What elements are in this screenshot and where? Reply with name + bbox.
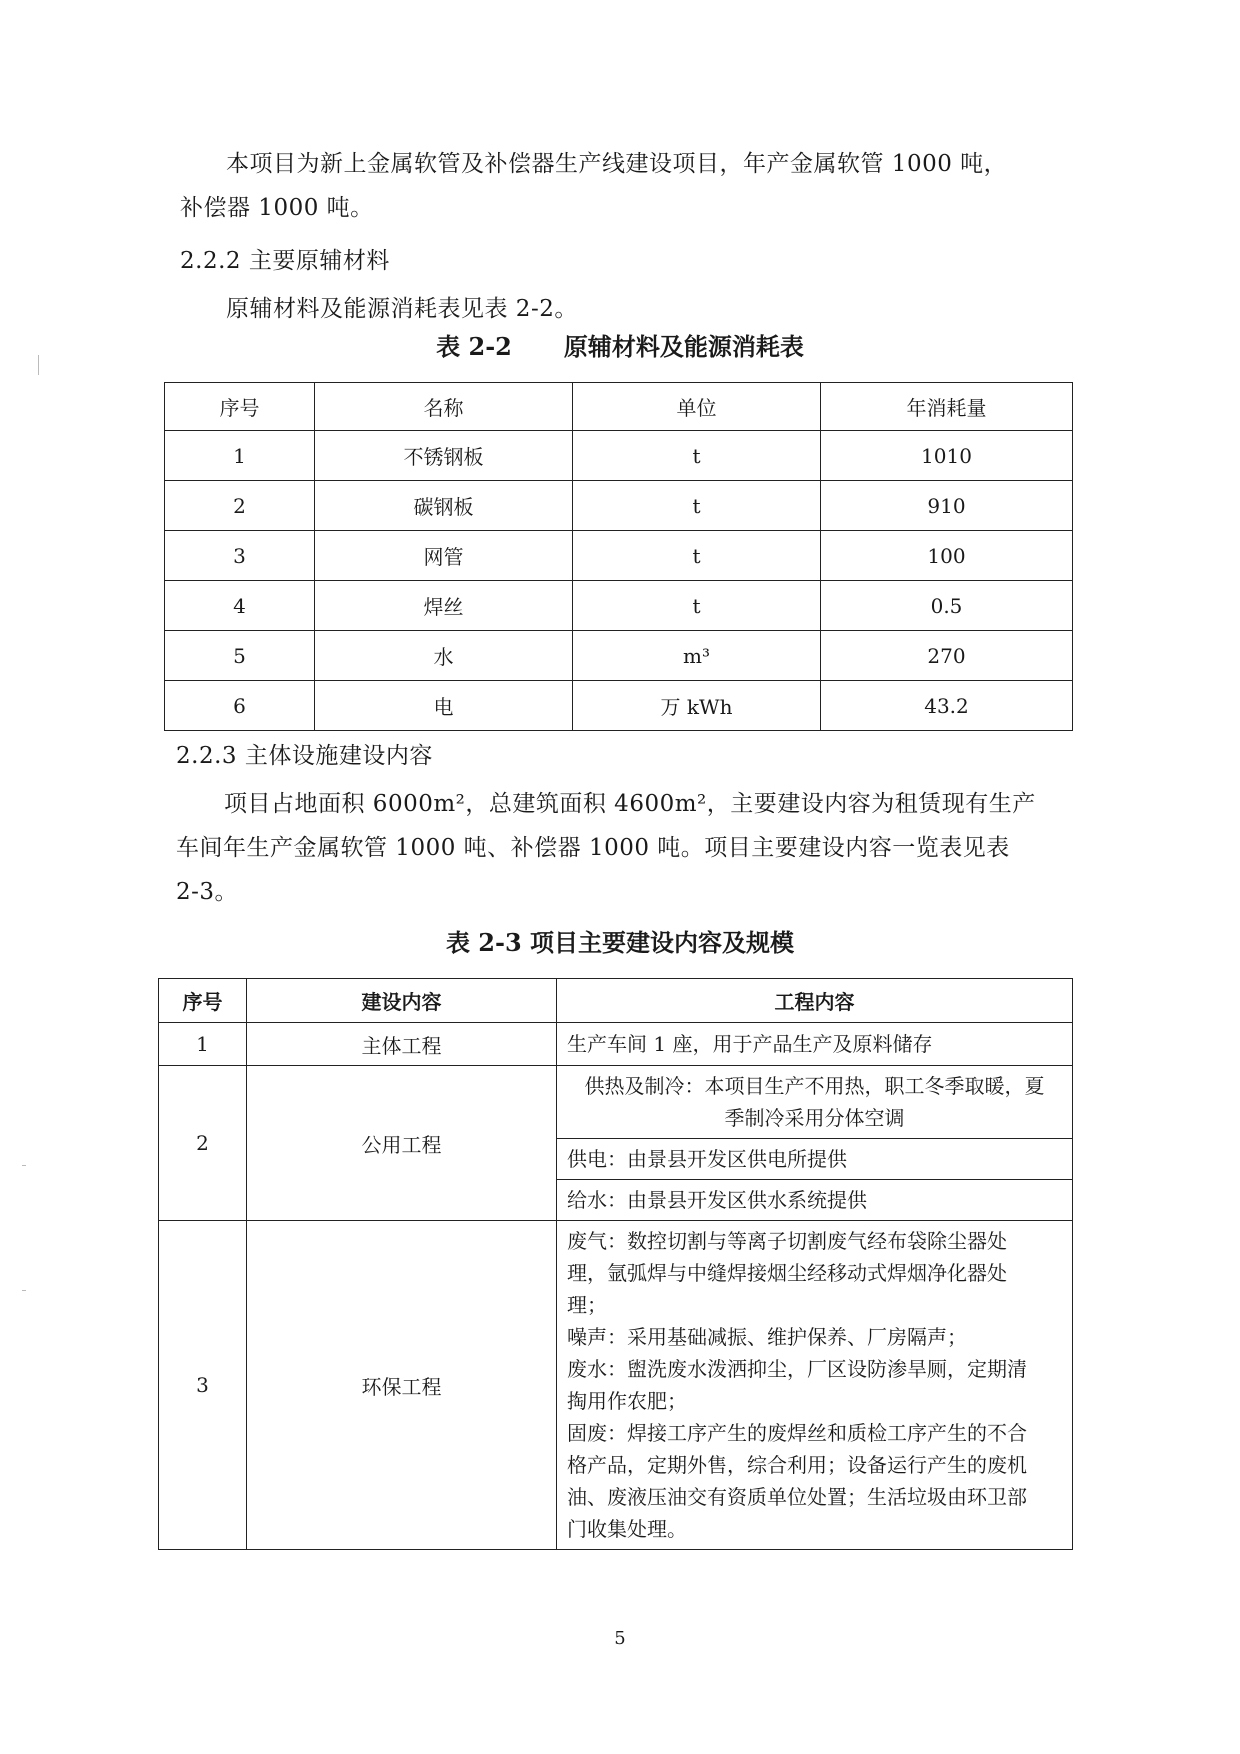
section-2-2-3-line-2: 车间年生产金属软管 1000 吨、补偿器 1000 吨。项目主要建设内容一览表见表 xyxy=(176,835,1010,861)
cell-engineering: 供电：由景县开发区供电所提供 xyxy=(557,1139,1073,1180)
table-row xyxy=(159,1023,1073,1066)
cell-name: 碳钢板 xyxy=(315,481,573,531)
cell-line: 掏用作农肥； xyxy=(567,1389,687,1413)
cell-unit: 万 kWh xyxy=(573,681,821,731)
scan-artifact xyxy=(22,1290,26,1291)
col-header-engineering: 工程内容 xyxy=(557,979,1073,1023)
cell-index: 1 xyxy=(165,431,315,481)
col-header-index: 序号 xyxy=(165,383,315,431)
table-row xyxy=(165,431,1073,481)
table-header-row xyxy=(165,383,1073,431)
cell-unit: t xyxy=(573,581,821,631)
cell-engineering xyxy=(557,1066,1073,1139)
cell-construction: 主体工程 xyxy=(247,1023,557,1066)
table-row xyxy=(165,631,1073,681)
cell-unit: t xyxy=(573,431,821,481)
section-heading-2-2-3: 2.2.3 主体设施建设内容 xyxy=(176,743,433,769)
cell-line: 废水：盥洗废水泼洒抑尘，厂区设防渗旱厕，定期清 xyxy=(567,1357,1027,1381)
col-header-unit: 单位 xyxy=(573,383,821,431)
scan-artifact xyxy=(22,1165,26,1166)
col-header-name: 名称 xyxy=(315,383,573,431)
table-row xyxy=(165,531,1073,581)
table-2-3-caption: 表 2-3 项目主要建设内容及规模 xyxy=(445,928,795,957)
cell-engineering: 生产车间 1 座，用于产品生产及原料储存 xyxy=(557,1023,1073,1066)
cell-unit: m³ xyxy=(573,631,821,681)
col-header-annual-consumption: 年消耗量 xyxy=(821,383,1073,431)
cell-line: 格产品，定期外售，综合利用；设备运行产生的废机 xyxy=(567,1453,1027,1477)
cell-index: 3 xyxy=(159,1221,247,1550)
materials-table xyxy=(164,382,1073,731)
cell-index: 2 xyxy=(159,1066,247,1221)
cell-amount: 43.2 xyxy=(821,681,1073,731)
cell-construction: 环保工程 xyxy=(247,1221,557,1550)
table-2-2-caption-number: 表 2-2 xyxy=(436,332,512,361)
cell-amount: 1010 xyxy=(821,431,1073,481)
page-number: 5 xyxy=(614,1628,626,1649)
cell-name: 网管 xyxy=(315,531,573,581)
table-row xyxy=(165,481,1073,531)
cell-index: 2 xyxy=(165,481,315,531)
cell-construction: 公用工程 xyxy=(247,1066,557,1221)
cell-amount: 910 xyxy=(821,481,1073,531)
section-2-2-2-text: 原辅材料及能源消耗表见表 2-2。 xyxy=(226,296,578,322)
cell-line: 噪声：采用基础减振、维护保养、厂房隔声； xyxy=(567,1325,967,1349)
cell-line: 季制冷采用分体空调 xyxy=(724,1106,905,1130)
cell-amount: 0.5 xyxy=(821,581,1073,631)
cell-index: 6 xyxy=(165,681,315,731)
table-row xyxy=(159,1221,1073,1550)
section-2-2-3-line-3: 2-3。 xyxy=(176,879,239,905)
cell-engineering xyxy=(557,1221,1073,1550)
cell-line: 供热及制冷：本项目生产不用热，职工冬季取暖，夏 xyxy=(584,1074,1045,1098)
table-header-row xyxy=(159,979,1073,1023)
cell-line: 理，氩弧焊与中缝焊接烟尘经移动式焊烟净化器处 xyxy=(567,1261,1007,1285)
table-2-2-caption-title: 原辅材料及能源消耗表 xyxy=(563,332,804,361)
col-header-construction: 建设内容 xyxy=(247,979,557,1023)
intro-line-1: 本项目为新上金属软管及补偿器生产线建设项目，年产金属软管 1000 吨， xyxy=(226,151,1008,177)
cell-engineering: 给水：由景县开发区供水系统提供 xyxy=(557,1180,1073,1221)
table-row xyxy=(165,681,1073,731)
cell-amount: 270 xyxy=(821,631,1073,681)
cell-name: 焊丝 xyxy=(315,581,573,631)
cell-name: 水 xyxy=(315,631,573,681)
cell-line: 固废：焊接工序产生的废焊丝和质检工序产生的不合 xyxy=(567,1421,1027,1445)
cell-index: 3 xyxy=(165,531,315,581)
intro-line-2: 补偿器 1000 吨。 xyxy=(180,195,374,221)
construction-content-table xyxy=(158,978,1073,1550)
cell-line: 理； xyxy=(567,1293,607,1317)
table-row xyxy=(159,1066,1073,1139)
table-2-2-caption xyxy=(160,332,1080,362)
cell-line: 门收集处理。 xyxy=(567,1517,687,1541)
cell-index: 4 xyxy=(165,581,315,631)
cell-unit: t xyxy=(573,481,821,531)
cell-index: 1 xyxy=(159,1023,247,1066)
section-heading-2-2-2: 2.2.2 主要原辅材料 xyxy=(180,248,390,274)
cell-unit: t xyxy=(573,531,821,581)
cell-name: 不锈钢板 xyxy=(315,431,573,481)
scan-artifact xyxy=(38,355,39,375)
cell-index: 5 xyxy=(165,631,315,681)
cell-name: 电 xyxy=(315,681,573,731)
cell-line: 废气：数控切割与等离子切割废气经布袋除尘器处 xyxy=(567,1229,1007,1253)
section-2-2-3-line-1: 项目占地面积 6000m²，总建筑面积 4600m²，主要建设内容为租赁现有生产 xyxy=(224,791,1036,817)
table-row xyxy=(165,581,1073,631)
col-header-index: 序号 xyxy=(159,979,247,1023)
cell-line: 油、废液压油交有资质单位处置；生活垃圾由环卫部 xyxy=(567,1485,1027,1509)
cell-amount: 100 xyxy=(821,531,1073,581)
